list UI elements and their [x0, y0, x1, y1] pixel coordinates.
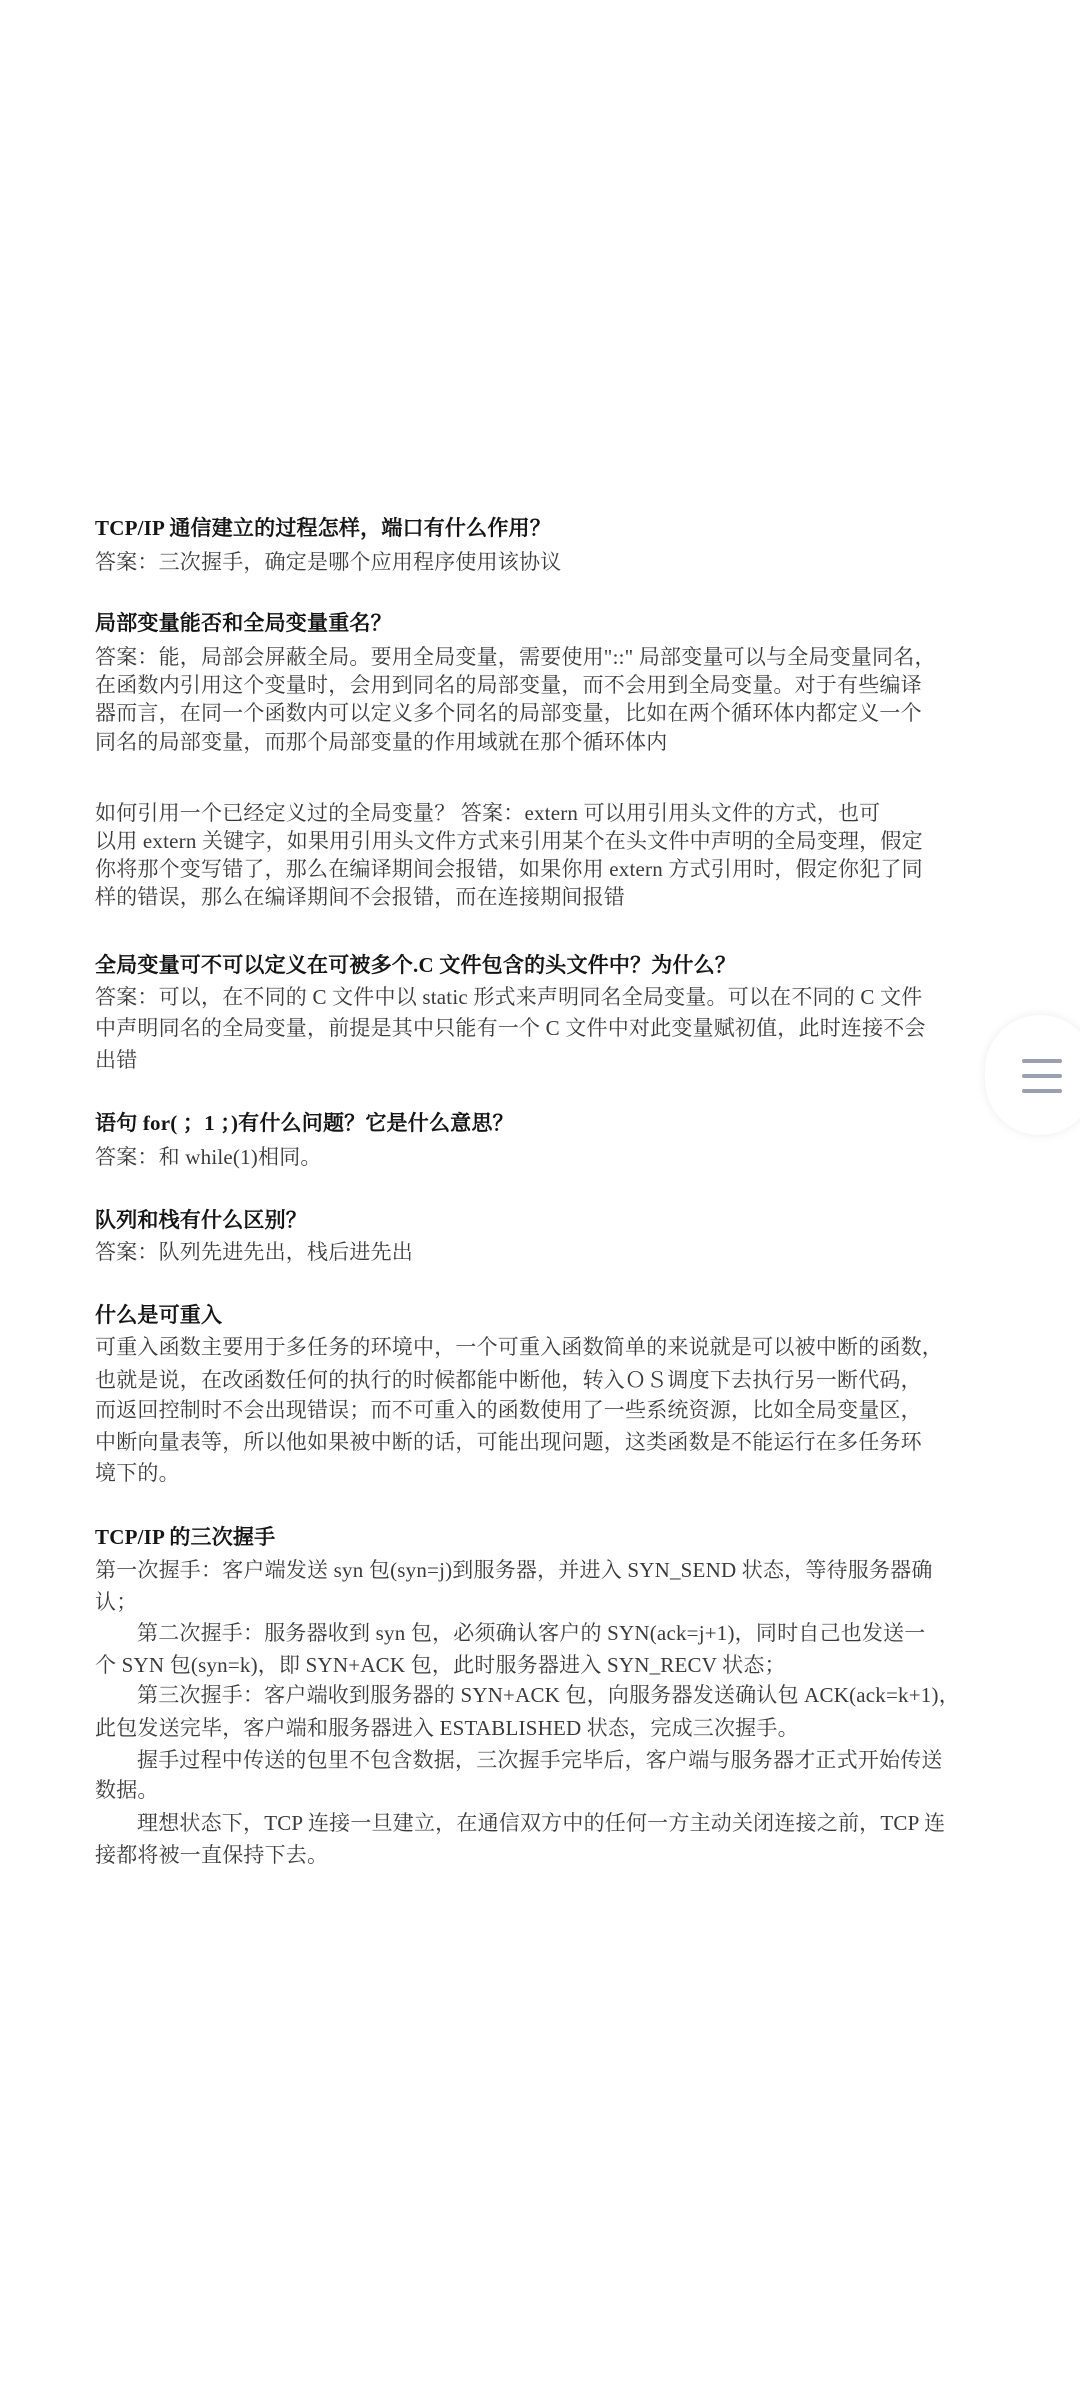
answer-line: 答案：能，局部会屏蔽全局。要用全局变量，需要使用"::" 局部变量可以与全局变量同名，: [95, 645, 936, 669]
answer-line: 答案：三次握手，确定是哪个应用程序使用该协议: [95, 550, 562, 574]
answer-line: 数据。: [95, 1778, 159, 1802]
answer-line: 你将那个变写错了，那么在编译期间会报错，如果你用 extern 方式引用时，假定你犯了同: [95, 857, 923, 881]
answer-line: 出错: [95, 1048, 138, 1072]
answer-line: 此包发送完毕，客户端和服务器进入 ESTABLISHED 状态，完成三次握手。: [95, 1716, 799, 1740]
answer-line: 中声明同名的全局变量，前提是其中只能有一个 C 文件中对此变量赋初值，此时连接不会: [95, 1016, 926, 1040]
answer-line: 而返回控制时不会出现错误；而不可重入的函数使用了一些系统资源，比如全局变量区，: [95, 1398, 922, 1422]
question-title: 全局变量可不可以定义在可被多个.C 文件包含的头文件中？为什么？: [95, 953, 737, 977]
question-title: TCP/IP 的三次握手: [95, 1525, 276, 1549]
answer-line: 认；: [95, 1590, 138, 1614]
answer-line: 理想状态下，TCP 连接一旦建立，在通信双方中的任何一方主动关闭连接之前，TCP 连: [137, 1811, 946, 1835]
answer-line: 接都将被一直保持下去。: [95, 1843, 329, 1867]
answer-line: 样的错误，那么在编译期间不会报错，而在连接期间报错: [95, 885, 625, 909]
answer-line: 器而言，在同一个函数内可以定义多个同名的局部变量，比如在两个循环体内都定义一个: [95, 701, 922, 725]
question-title: 队列和栈有什么区别？: [95, 1208, 307, 1232]
answer-line: 第三次握手：客户端收到服务器的 SYN+ACK 包，向服务器发送确认包 ACK(ack=k+1)，: [137, 1683, 960, 1707]
answer-line: 第二次握手：服务器收到 syn 包，必须确认客户的 SYN(ack=j+1)，同时自己也发送一: [137, 1621, 926, 1645]
answer-line: 同名的局部变量，而那个局部变量的作用域就在那个循环体内: [95, 730, 668, 754]
answer-line: 也就是说，在改函数任何的执行的时候都能中断他，转入ＯＳ调度下去执行另一断代码，: [95, 1368, 922, 1392]
question-title: 语句 for( ；1 ；)有什么问题？它是什么意思？: [95, 1111, 514, 1135]
floating-menu-button[interactable]: [985, 1015, 1080, 1135]
answer-line: 境下的。: [95, 1461, 180, 1485]
answer-line: 中断向量表等，所以他如果被中断的话，可能出现问题，这类函数是不能运行在多任务环: [95, 1430, 922, 1454]
answer-line: 答案：队列先进先出，栈后进先出: [95, 1240, 413, 1264]
answer-line: 可重入函数主要用于多任务的环境中，一个可重入函数简单的来说就是可以被中断的函数，: [95, 1335, 943, 1359]
answer-line: 答案：和 while(1)相同。: [95, 1145, 322, 1169]
question-answer-line: 如何引用一个已经定义过的全局变量？ 答案：extern 可以用引用头文件的方式，也可: [95, 801, 881, 825]
question-title: TCP/IP 通信建立的过程怎样，端口有什么作用？: [95, 516, 551, 540]
answer-line: 答案：可以，在不同的 C 文件中以 static 形式来声明同名全局变量。可以在不同的 C 文件: [95, 985, 923, 1009]
answer-line: 个 SYN 包(syn=k)，即 SYN+ACK 包，此时服务器进入 SYN_RECV 状态；: [95, 1653, 786, 1677]
answer-line: 第一次握手：客户端发送 syn 包(syn=j)到服务器，并进入 SYN_SEND 状态，等待服务器确: [95, 1558, 933, 1582]
question-title: 局部变量能否和全局变量重名？: [95, 611, 392, 635]
answer-line: 以用 extern 关键字，如果用引用头文件方式来引用某个在头文件中声明的全局变理，假定: [95, 829, 923, 853]
question-title: 什么是可重入: [95, 1303, 223, 1327]
answer-line: 握手过程中传送的包里不包含数据，三次握手完毕后，客户端与服务器才正式开始传送: [137, 1748, 943, 1772]
answer-line: 在函数内引用这个变量时，会用到同名的局部变量，而不会用到全局变量。对于有些编译: [95, 673, 922, 697]
